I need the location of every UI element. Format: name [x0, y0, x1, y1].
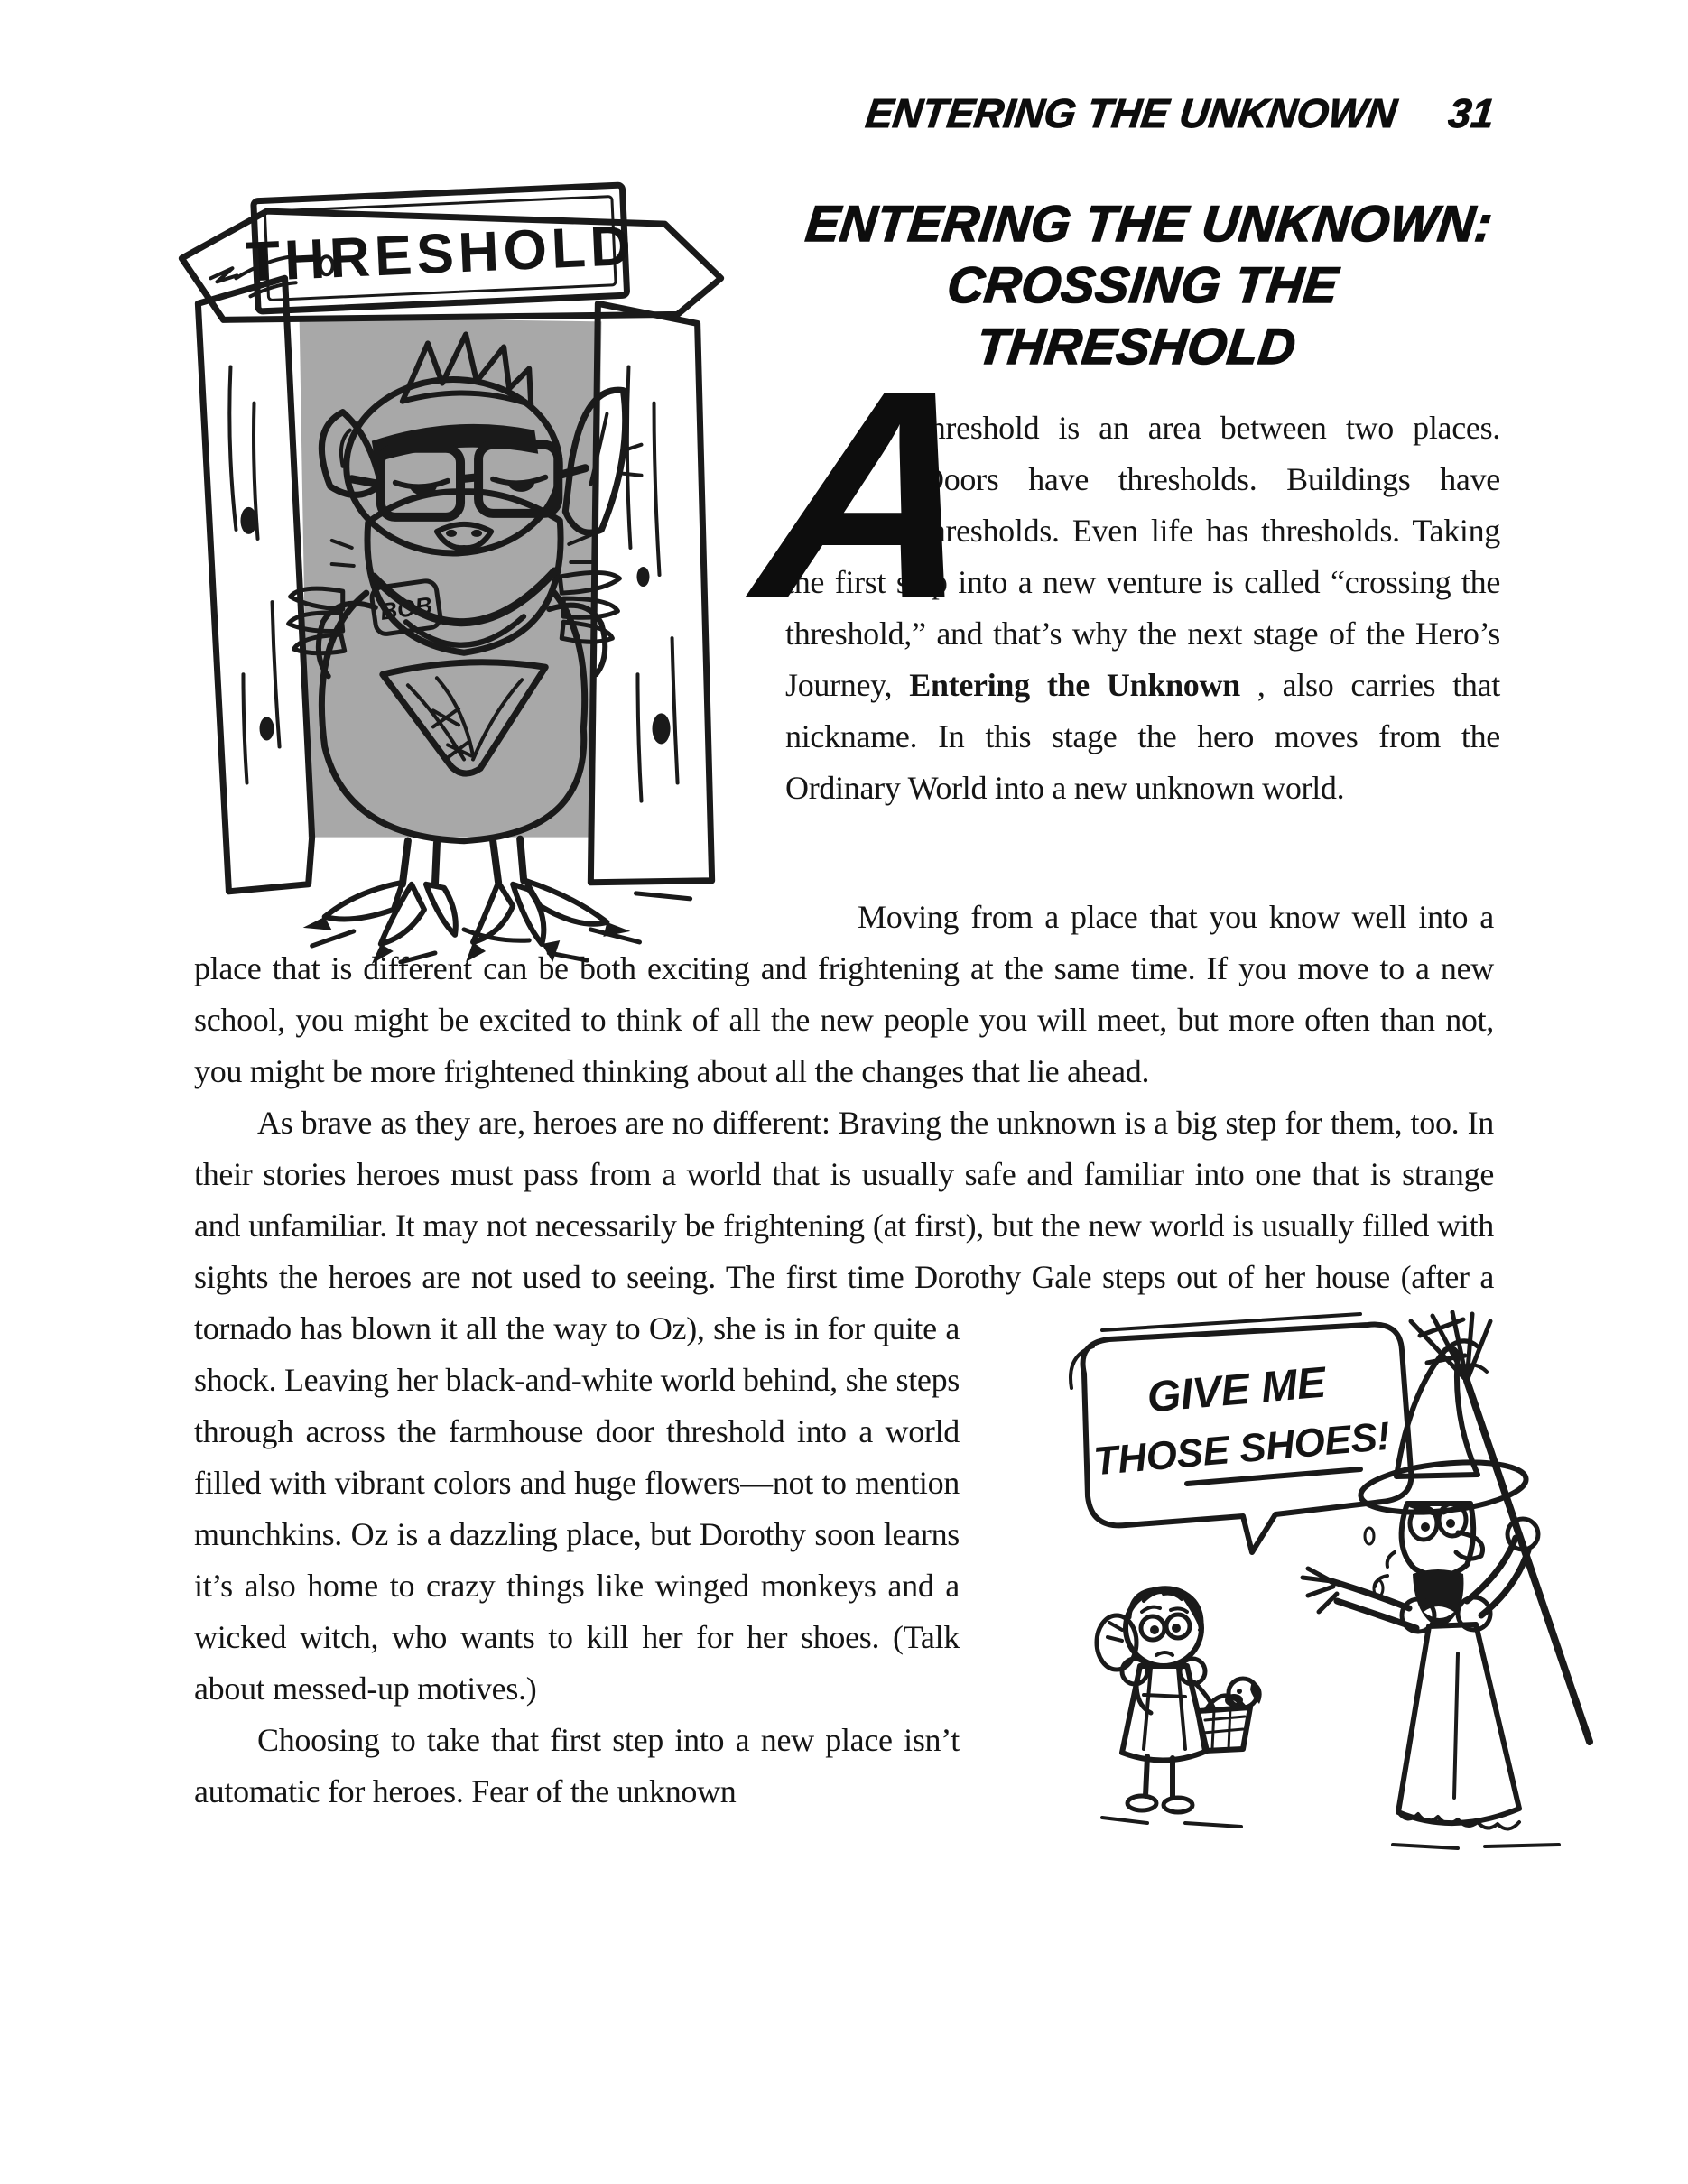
intro-section — [743, 193, 1501, 814]
paragraph-moving: Moving from a place that you know well into a place that is different can be both exciting and frightening at the same time. If you move to a new school, you might be excited to think of all the new people you will meet, but more often than not, you might be more frightened thinking about all the changes that lie ahead. — [194, 899, 1494, 1089]
speech-line-2: THOSE SHOES! — [1091, 1413, 1392, 1485]
paragraph-choosing: Choosing to take that first step into a new place isn’t automatic for heroes. Fear of the unknown — [194, 1722, 960, 1809]
stage-name-bold: Entering the Unknown — [909, 667, 1240, 703]
running-header — [191, 90, 1497, 137]
witch-illustration — [987, 1310, 1546, 1854]
opening-text-end: , also carries that nickname. In this stage the hero moves from the Ordinary World into a new unknown world. — [785, 667, 1501, 806]
main-text — [194, 892, 1494, 1854]
threshold-sign — [243, 185, 637, 312]
troll-illustration — [165, 168, 736, 964]
threshold-sign-text: THRESHOLD — [244, 214, 637, 294]
opening-paragraph — [743, 328, 1501, 814]
witch-character — [1303, 1312, 1590, 1829]
paragraph-brave-part2: way to Oz), she is in for quite a shock. Leaving her black-and-white world behind, she steps through across the farmhouse door threshold into a world filled with vibrant colors and huge flowers—not to mention munchkins. Oz is a dazzling place, but Dorothy soon learns it’s also home to crazy things like winged monkeys and a wicked witch, who wants to kill her for her shoes. (Talk about messed-up motives.) — [194, 1310, 960, 1707]
drop-cap: A — [743, 328, 999, 661]
opening-text: threshold is an area between two places. Doors have thresholds. Buildings have thresholds. Even life has thresholds. Taking the first step into a new venture is called “crossing the threshold,” and that’s why the next stage of the Hero’s Journey, — [785, 410, 1500, 703]
chapter-title-line-1: ENTERING THE UNKNOWN: — [802, 195, 1496, 252]
page-number: 31 — [1445, 90, 1498, 136]
running-header-title: ENTERING THE UNKNOWN — [863, 90, 1400, 136]
paragraph-brave-part1: As brave as they are, heroes are no different: Braving the unknown is a big step for them, too. In their stories heroes must pass from a world that is usually safe and familiar into one that is strange and unfamiliar. It may not necessarily be frightening (at first), but the new world is usually filled with sights the heroes are not used to seeing. The first time Dorothy Gale steps out of her house (after a tornado has blown it all the — [194, 1105, 1494, 1346]
door-left-post — [198, 278, 311, 892]
paragraph-brave — [194, 1097, 1494, 1715]
speech-line-1: GIVE ME — [1145, 1358, 1328, 1422]
dorothy-character — [1097, 1588, 1559, 1848]
chapter-title-line-2: CROSSING THE THRESHOLD — [944, 256, 1341, 375]
bob-name-tag: BOB — [378, 591, 434, 625]
